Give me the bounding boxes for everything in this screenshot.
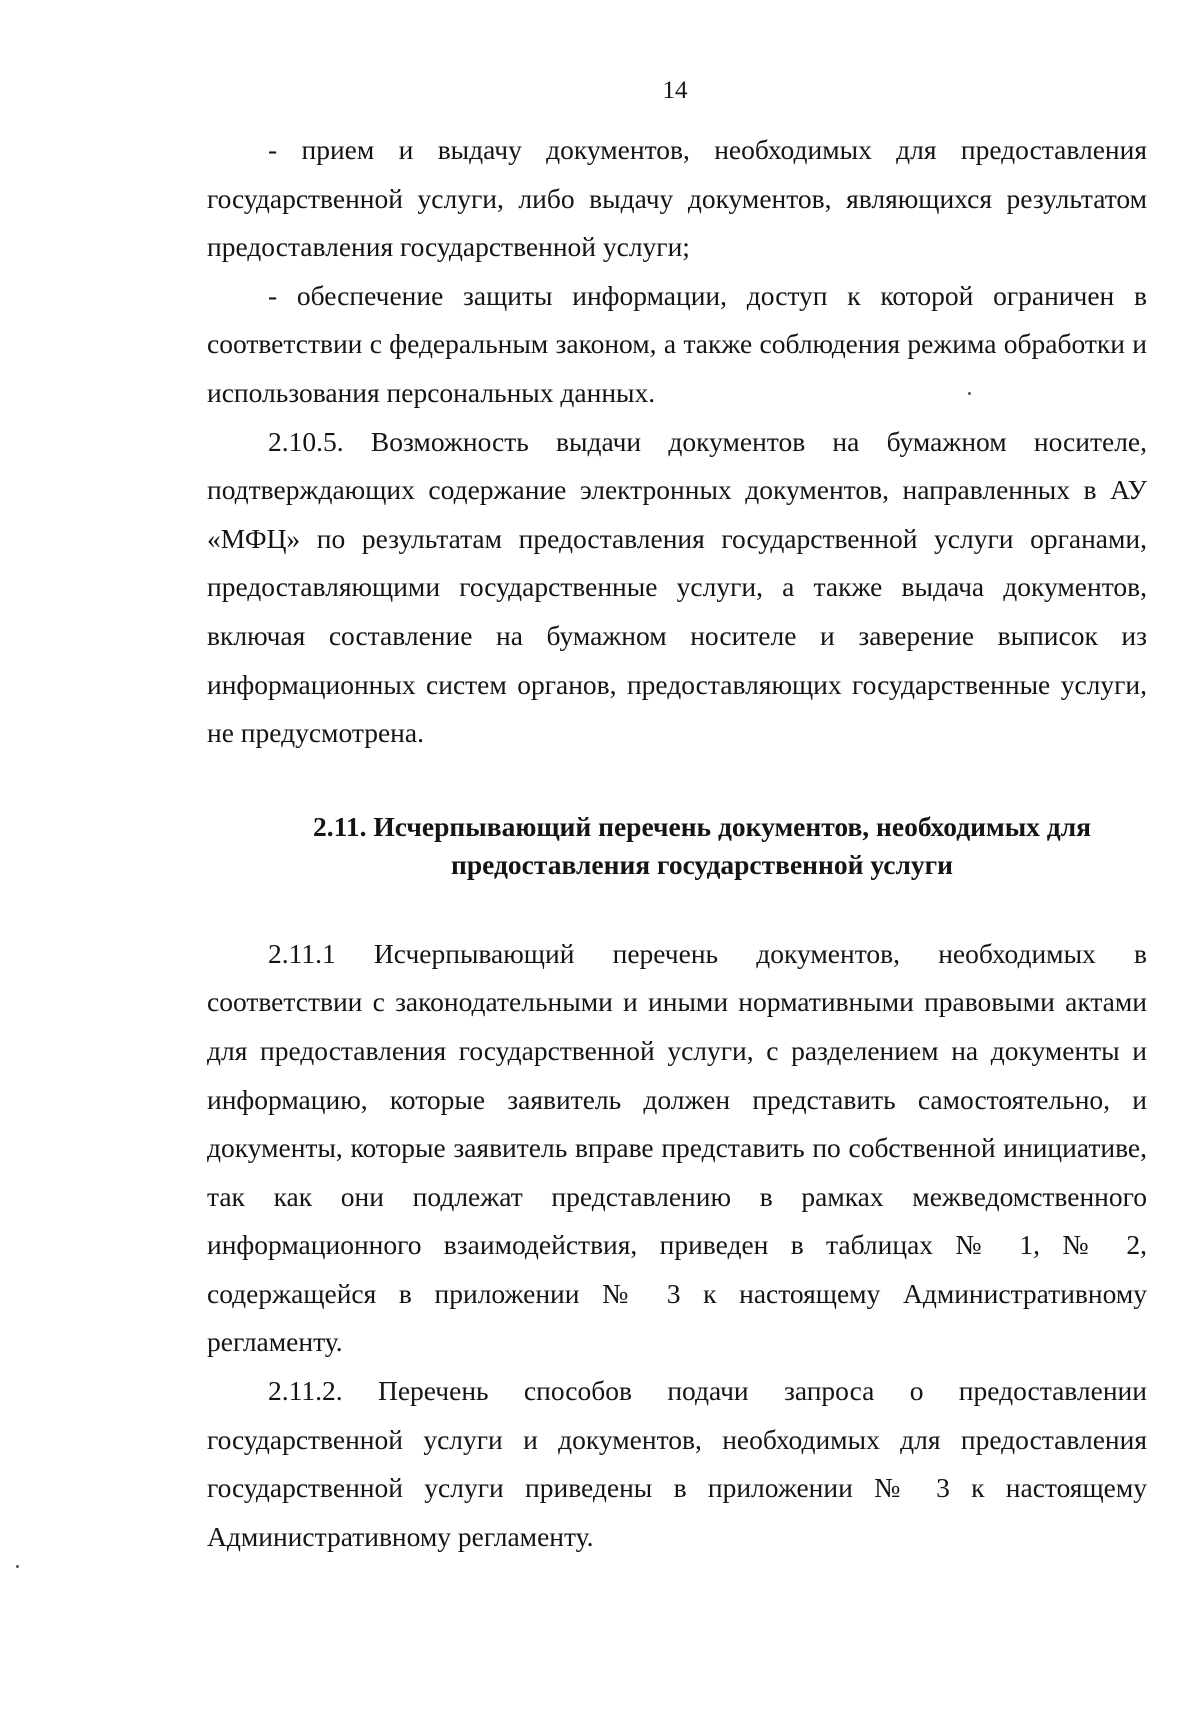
- paragraph-document-issuance: - прием и выдачу документов, необходимых для предоставления государственной услуги, либо выдачу документов, являющихся результатом предоставления государственной услуги;: [207, 134, 1147, 263]
- document-body: [207, 126, 1147, 1561]
- scan-speck: [968, 392, 971, 395]
- section-heading-line-1: 2.11. Исчерпывающий перечень документов, необходимых для: [312, 810, 1092, 842]
- paragraph-2-11-1: 2.11.1 Исчерпывающий перечень документов, необходимых в соответствии с законодательными и иными нормативными правовыми актами для предоставления государственной услуги, с разделением на документы и информацию, которые заявитель должен представить самостоятельно, и документы, которые заявитель вправе представить по собственной инициативе, так как они подлежат представлению в рамках межведомственного информационного взаимодействия, приведен в таблицах № 1, № 2, содержащейся в приложении № 3 к настоящему Административному регламенту.: [207, 937, 1147, 1358]
- paragraph-2-10-5: 2.10.5. Возможность выдачи документов на бумажном носителе, подтверждающих содержание электронных документов, направленных в АУ «МФЦ» по результатам предоставления государственной услуги органами, предоставляющими государственные услуги, а также выдача документов, включая составление на бумажном носителе и заверение выписок из информационных систем органов, предоставляющих государственные услуги, не предусмотрена.: [207, 425, 1147, 749]
- section-heading-line-2: предоставления государственной услуги: [451, 848, 953, 880]
- page-number: 14: [662, 77, 688, 104]
- scan-speck: [16, 1565, 19, 1568]
- paragraph-data-protection: - обеспечение защиты информации, доступ к которой ограничен в соответствии с федеральным законом, а также соблюдения режима обработки и использования персональных данных.: [207, 279, 1147, 408]
- section-heading-2-11: [207, 808, 1147, 884]
- paragraph-2-11-2: 2.11.2. Перечень способов подачи запроса о предоставлении государственной услуги и документов, необходимых для предоставления государственной услуги приведены в приложении № 3 к настоящему Административному регламенту.: [207, 1375, 1147, 1552]
